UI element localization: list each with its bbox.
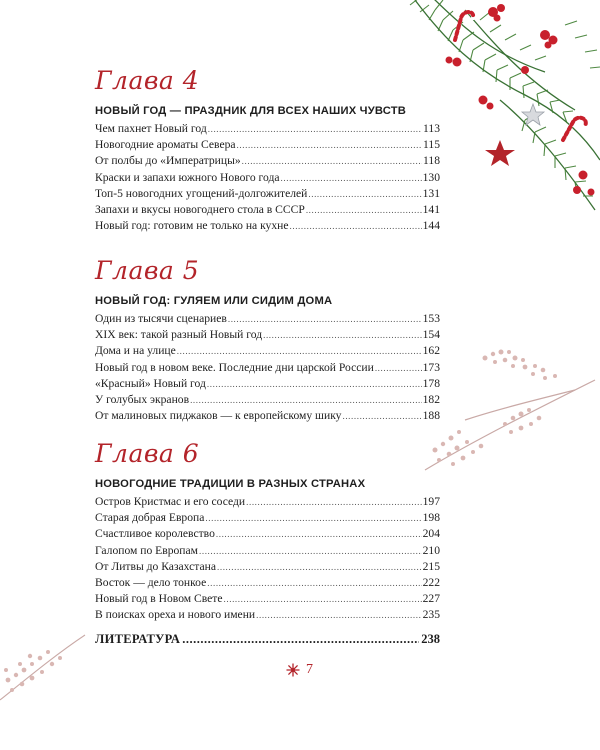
toc-entry[interactable] — [95, 543, 440, 559]
entry-title: Новый год: готовим не только на кухне — [95, 219, 289, 233]
entry-title: Один из тысячи сценариев — [95, 312, 227, 325]
entry-page: 113 — [423, 122, 440, 135]
toc-entry[interactable] — [95, 392, 440, 408]
chapter-6 — [95, 439, 440, 624]
entry-page: 178 — [422, 376, 440, 390]
toc-entry[interactable] — [95, 360, 440, 376]
entry-title: Новый год в новом веке. Последние дни царской России — [95, 360, 374, 374]
entry-title: От малиновых пиджаков — к европейскому шику — [95, 409, 342, 423]
leader-dots — [224, 591, 422, 607]
toc-list — [95, 494, 440, 624]
entry-page: 204 — [422, 527, 440, 541]
entry-title: Чем пахнет Новый год — [95, 122, 207, 135]
leader-dots — [216, 526, 422, 542]
leader-dots — [207, 575, 421, 591]
entry-title: Галопом по Европам — [95, 543, 198, 557]
toc-entry[interactable] — [95, 186, 440, 202]
toc-entry[interactable] — [95, 559, 440, 575]
toc-entry[interactable] — [95, 202, 440, 218]
section-heading: НОВЫЙ ГОД: ГУЛЯЕМ ИЛИ СИДИМ ДОМА — [95, 295, 333, 307]
entry-page: 115 — [423, 138, 440, 152]
entry-page: 215 — [422, 559, 440, 573]
entry-page: 210 — [422, 543, 440, 557]
entry-page: 153 — [422, 312, 440, 325]
section-heading: НОВОГОДНИЕ ТРАДИЦИИ В РАЗНЫХ СТРАНАХ — [95, 478, 366, 490]
toc-entry[interactable] — [95, 607, 440, 623]
toc-list — [95, 311, 440, 424]
leader-dots — [199, 543, 422, 559]
entry-title: От полбы до «Императрицы» — [95, 154, 241, 168]
entry-title: «Красный» Новый год — [95, 376, 206, 390]
chapter-4 — [95, 66, 440, 234]
literature-page: 238 — [421, 632, 440, 646]
toc-entry[interactable] — [95, 494, 440, 510]
entry-page: 118 — [423, 154, 440, 168]
leader-dots — [308, 186, 421, 202]
leader-dots — [190, 392, 422, 408]
entry-title: От Литвы до Казахстана — [95, 559, 216, 573]
entry-page: 144 — [422, 219, 440, 233]
leader-dots — [281, 170, 422, 186]
toc-entry[interactable] — [95, 311, 440, 327]
entry-page: 141 — [422, 202, 440, 216]
entry-title: XIX век: такой разный Новый год — [95, 328, 263, 342]
entry-title: Новый год в Новом Свете — [95, 592, 223, 606]
chapter-5 — [95, 256, 440, 424]
entry-page: 154 — [422, 328, 440, 342]
toc-entry[interactable] — [95, 327, 440, 343]
leader-dots — [177, 343, 422, 359]
toc-entry[interactable] — [95, 526, 440, 542]
entry-title: Топ-5 новогодних угощений-долгожителей — [95, 186, 308, 200]
toc-entry[interactable] — [95, 170, 440, 186]
leader-dots — [306, 202, 422, 218]
dotted-sprig-icon — [0, 620, 90, 705]
toc-entry[interactable] — [95, 376, 440, 392]
toc-entry[interactable] — [95, 121, 440, 137]
entry-page: 131 — [422, 186, 440, 200]
leader-dots — [263, 327, 422, 343]
chapter-title: Глава 6 — [95, 439, 200, 468]
entry-page: 162 — [422, 344, 440, 358]
toc-entry[interactable] — [95, 218, 440, 234]
leader-dots — [207, 376, 422, 392]
entry-page: 188 — [422, 409, 440, 423]
entry-title: Краски и запахи южного Нового года — [95, 170, 280, 184]
snowflake-star-icon — [286, 663, 300, 677]
chapter-title: Глава 4 — [95, 66, 200, 95]
literature-entry[interactable] — [95, 631, 440, 647]
entry-title: Восток — дело тонкое — [95, 575, 207, 589]
entry-title: В поисках ореха и нового имени — [95, 608, 256, 622]
leader-dots — [228, 311, 422, 327]
entry-title: Запахи и вкусы новогоднего стола в СССР — [95, 202, 305, 216]
toc-entry[interactable] — [95, 343, 440, 359]
entry-page: 235 — [422, 608, 440, 622]
leader-dots — [182, 631, 419, 647]
leader-dots — [237, 137, 422, 153]
entry-page: 222 — [422, 575, 440, 589]
entry-page: 182 — [422, 392, 440, 406]
leader-dots — [217, 559, 422, 575]
toc-entry[interactable] — [95, 137, 440, 153]
leader-dots — [290, 218, 422, 234]
toc-entry[interactable] — [95, 591, 440, 607]
entry-page: 227 — [422, 592, 440, 606]
toc-entry[interactable] — [95, 408, 440, 424]
page-footer — [286, 662, 313, 678]
toc-entry[interactable] — [95, 153, 440, 169]
leader-dots — [208, 121, 422, 137]
entry-title: Счастливое королевство — [95, 527, 215, 541]
leader-dots — [246, 494, 421, 510]
entry-page: 197 — [422, 495, 440, 508]
toc-list — [95, 121, 440, 234]
entry-title: Новогодние ароматы Севера — [95, 138, 236, 152]
leader-dots — [242, 153, 422, 169]
entry-title: Остров Кристмас и его соседи — [95, 495, 246, 508]
toc-entry[interactable] — [95, 510, 440, 526]
entry-page: 198 — [422, 511, 440, 525]
entry-title: У голубых экранов — [95, 392, 190, 406]
section-heading: НОВЫЙ ГОД — ПРАЗДНИК ДЛЯ ВСЕХ НАШИХ ЧУВСТВ — [95, 105, 407, 117]
leader-dots — [256, 607, 421, 623]
chapter-title: Глава 5 — [95, 256, 200, 285]
page-number: 7 — [306, 662, 313, 677]
entry-page: 173 — [422, 360, 440, 374]
literature-title: ЛИТЕРАТУРА — [95, 632, 181, 646]
leader-dots — [205, 510, 421, 526]
leader-dots — [375, 360, 422, 376]
toc-entry[interactable] — [95, 575, 440, 591]
entry-page: 130 — [422, 170, 440, 184]
entry-title: Старая добрая Европа — [95, 511, 205, 525]
leader-dots — [342, 408, 421, 424]
entry-title: Дома и на улице — [95, 344, 176, 358]
